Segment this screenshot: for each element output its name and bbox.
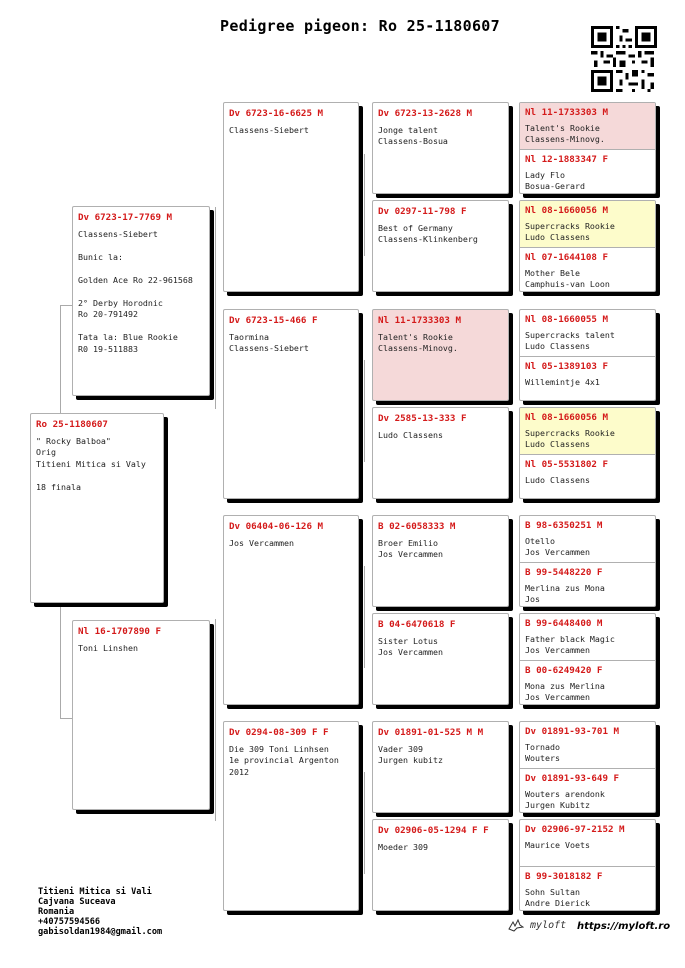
ring-number: Nl 16-1707890 F	[78, 626, 161, 637]
connector-line	[215, 207, 216, 409]
great-grandparent-card[interactable]	[372, 407, 509, 499]
great-grandparent-card[interactable]	[372, 515, 509, 607]
website-link[interactable]: https://myloft.ro	[577, 921, 671, 932]
great-great-grandparents-pair	[519, 515, 656, 607]
ring-number: Nl 11-1733303 M	[525, 107, 608, 118]
great-great-grandparents-pair	[519, 407, 656, 499]
great-grandparent-card[interactable]	[372, 309, 509, 401]
great-great-grandparent-card[interactable]	[520, 248, 655, 292]
ring-number: B 99-6448400 M	[525, 618, 603, 629]
great-great-grandparent-card[interactable]	[520, 455, 655, 499]
ring-number: B 99-3018182 F	[525, 871, 603, 882]
pigeon-info: Jonge talent Classens-Bosua	[378, 124, 448, 146]
pigeon-info: Supercracks Rookie Ludo Classens	[525, 220, 615, 242]
great-great-grandparents-pair	[519, 819, 656, 911]
pigeon-info: Ludo Classens	[525, 474, 590, 485]
pigeon-info: Classens-Siebert Bunic la: Golden Ace Ro 22-961568 2° Derby Horodnic Ro 20-791492 Tata la: Blue Rookie R0 19-511883	[78, 228, 193, 354]
ring-number: Nl 08-1660055 M	[525, 314, 608, 325]
ring-number: Dv 6723-13-2628 M	[378, 108, 473, 119]
great-grandparent-card[interactable]	[372, 102, 509, 194]
ring-number: B 04-6470618 F	[378, 619, 456, 630]
ring-number: B 00-6249420 F	[525, 665, 603, 676]
connector-line	[364, 360, 365, 462]
great-grandparent-card[interactable]	[372, 721, 509, 813]
pigeon-info: Toni Linshen	[78, 642, 138, 653]
ring-number: B 02-6058333 M	[378, 521, 456, 532]
pigeon-info: Classens-Siebert	[229, 124, 309, 135]
pigeon-info: Maurice Voets	[525, 839, 590, 850]
great-great-grandparent-card[interactable]	[520, 516, 655, 562]
owner-contact: Titieni Mitica si Vali Cajvana Suceava Romania +40757594566 gabisoldan1984@gmail.com	[38, 887, 163, 937]
ring-number: Nl 11-1733303 M	[378, 315, 461, 326]
ring-number: Nl 12-1883347 F	[525, 154, 608, 165]
myloft-logo	[508, 918, 566, 932]
pigeon-info: Father black Magic Jos Vercammen	[525, 633, 615, 655]
great-great-grandparent-card[interactable]	[520, 408, 655, 454]
connector-line	[60, 305, 72, 306]
great-grandparent-card[interactable]	[372, 819, 509, 911]
pigeon-info: Mona zus Merlina Jos Vercammen	[525, 680, 605, 702]
great-great-grandparent-card[interactable]	[520, 103, 655, 149]
great-great-grandparent-card[interactable]	[520, 820, 655, 866]
logo-text: myloft	[530, 920, 567, 931]
pigeon-info: Lady Flo Bosua-Gerard	[525, 169, 585, 191]
pigeon-info: " Rocky Balboa" Orig Titieni Mitica si Valy 18 finala	[36, 435, 146, 492]
pigeon-info: Talent's Rookie Classens-Minovg.	[378, 331, 458, 353]
great-great-grandparent-card[interactable]	[520, 614, 655, 660]
pigeon-info: Tornado Wouters	[525, 741, 560, 763]
grandparent-card[interactable]	[223, 721, 359, 911]
pigeon-info: Mother Bele Camphuis-van Loon	[525, 267, 610, 289]
pigeon-info: Sister Lotus Jos Vercammen	[378, 635, 443, 657]
ring-number: B 98-6350251 M	[525, 520, 603, 531]
ring-number: Dv 0297-11-798 F	[378, 206, 467, 217]
pigeon-info: Talent's Rookie Classens-Minovg.	[525, 122, 605, 144]
ring-number: Dv 01891-93-649 F	[525, 773, 620, 784]
connector-line	[215, 619, 216, 821]
pigeon-info: Die 309 Toni Linhsen 1e provincial Argenton 2012	[229, 743, 339, 777]
pigeon-info: Taormina Classens-Siebert	[229, 331, 309, 353]
ring-number: Nl 08-1660056 M	[525, 205, 608, 216]
pigeon-info: Broer Emilio Jos Vercammen	[378, 537, 443, 559]
connector-line	[364, 154, 365, 256]
ring-number: Ro 25-1180607	[36, 419, 108, 430]
ring-number: Dv 6723-15-466 F	[229, 315, 318, 326]
ring-number: Dv 6723-16-6625 M	[229, 108, 324, 119]
connector-line	[364, 566, 365, 668]
pigeon-info: Jos Vercammen	[229, 537, 294, 548]
grandparent-card[interactable]	[223, 102, 359, 292]
pigeon-info: Best of Germany Classens-Klinkenberg	[378, 222, 478, 244]
subject-pigeon-card[interactable]	[30, 413, 164, 603]
great-grandparent-card[interactable]	[372, 200, 509, 292]
great-great-grandparents-pair	[519, 309, 656, 401]
pigeon-info: Vader 309 Jurgen kubitz	[378, 743, 443, 765]
great-great-grandparents-pair	[519, 102, 656, 194]
ring-number: Dv 6723-17-7769 M	[78, 212, 173, 223]
great-great-grandparents-pair	[519, 200, 656, 292]
pigeon-info: Sohn Sultan Andre Dierick	[525, 886, 590, 908]
great-great-grandparent-card[interactable]	[520, 150, 655, 194]
pigeon-info: Ludo Classens	[378, 429, 443, 440]
ring-number: Dv 02906-05-1294 F F	[378, 825, 489, 836]
bird-logo-icon	[508, 918, 524, 932]
connector-line	[60, 718, 72, 719]
ring-number: Nl 05-5531802 F	[525, 459, 608, 470]
ring-number: Dv 01891-01-525 M M	[378, 727, 484, 738]
grandparent-card[interactable]	[223, 515, 359, 705]
ring-number: Nl 07-1644108 F	[525, 252, 608, 263]
pigeon-info: Wouters arendonk Jurgen Kubitz	[525, 788, 605, 810]
ring-number: Nl 08-1660056 M	[525, 412, 608, 423]
pigeon-info: Otello Jos Vercammen	[525, 535, 590, 557]
pigeon-info: Merlina zus Mona Jos	[525, 582, 605, 604]
great-great-grandparent-card[interactable]	[520, 563, 655, 607]
great-great-grandparent-card[interactable]	[520, 769, 655, 813]
connector-line	[364, 772, 365, 874]
pigeon-info: Willemintje 4x1	[525, 376, 600, 387]
great-great-grandparent-card[interactable]	[520, 201, 655, 247]
qr-code	[591, 26, 657, 92]
great-great-grandparents-pair	[519, 613, 656, 705]
great-great-grandparent-card[interactable]	[520, 722, 655, 768]
pigeon-info: Moeder 309	[378, 841, 428, 852]
ring-number: Dv 01891-93-701 M	[525, 726, 620, 737]
grandparent-card[interactable]	[223, 309, 359, 499]
page-title: Pedigree pigeon: Ro 25-1180607	[220, 17, 500, 35]
pigeon-info: Supercracks talent Ludo Classens	[525, 329, 615, 351]
great-great-grandparent-card[interactable]	[520, 661, 655, 705]
dam-card[interactable]	[72, 620, 210, 810]
ring-number: B 99-5448220 F	[525, 567, 603, 578]
sire-card[interactable]	[72, 206, 210, 396]
great-great-grandparent-card[interactable]	[520, 310, 655, 356]
great-great-grandparents-pair	[519, 721, 656, 813]
ring-number: Dv 0294-08-309 F F	[229, 727, 329, 738]
ring-number: Nl 05-1389103 F	[525, 361, 608, 372]
ring-number: Dv 2585-13-333 F	[378, 413, 467, 424]
great-great-grandparent-card[interactable]	[520, 357, 655, 401]
great-grandparent-card[interactable]	[372, 613, 509, 705]
ring-number: Dv 06404-06-126 M	[229, 521, 324, 532]
pigeon-info: Supercracks Rookie Ludo Classens	[525, 427, 615, 449]
great-great-grandparent-card[interactable]	[520, 867, 655, 911]
ring-number: Dv 02906-97-2152 M	[525, 824, 625, 835]
